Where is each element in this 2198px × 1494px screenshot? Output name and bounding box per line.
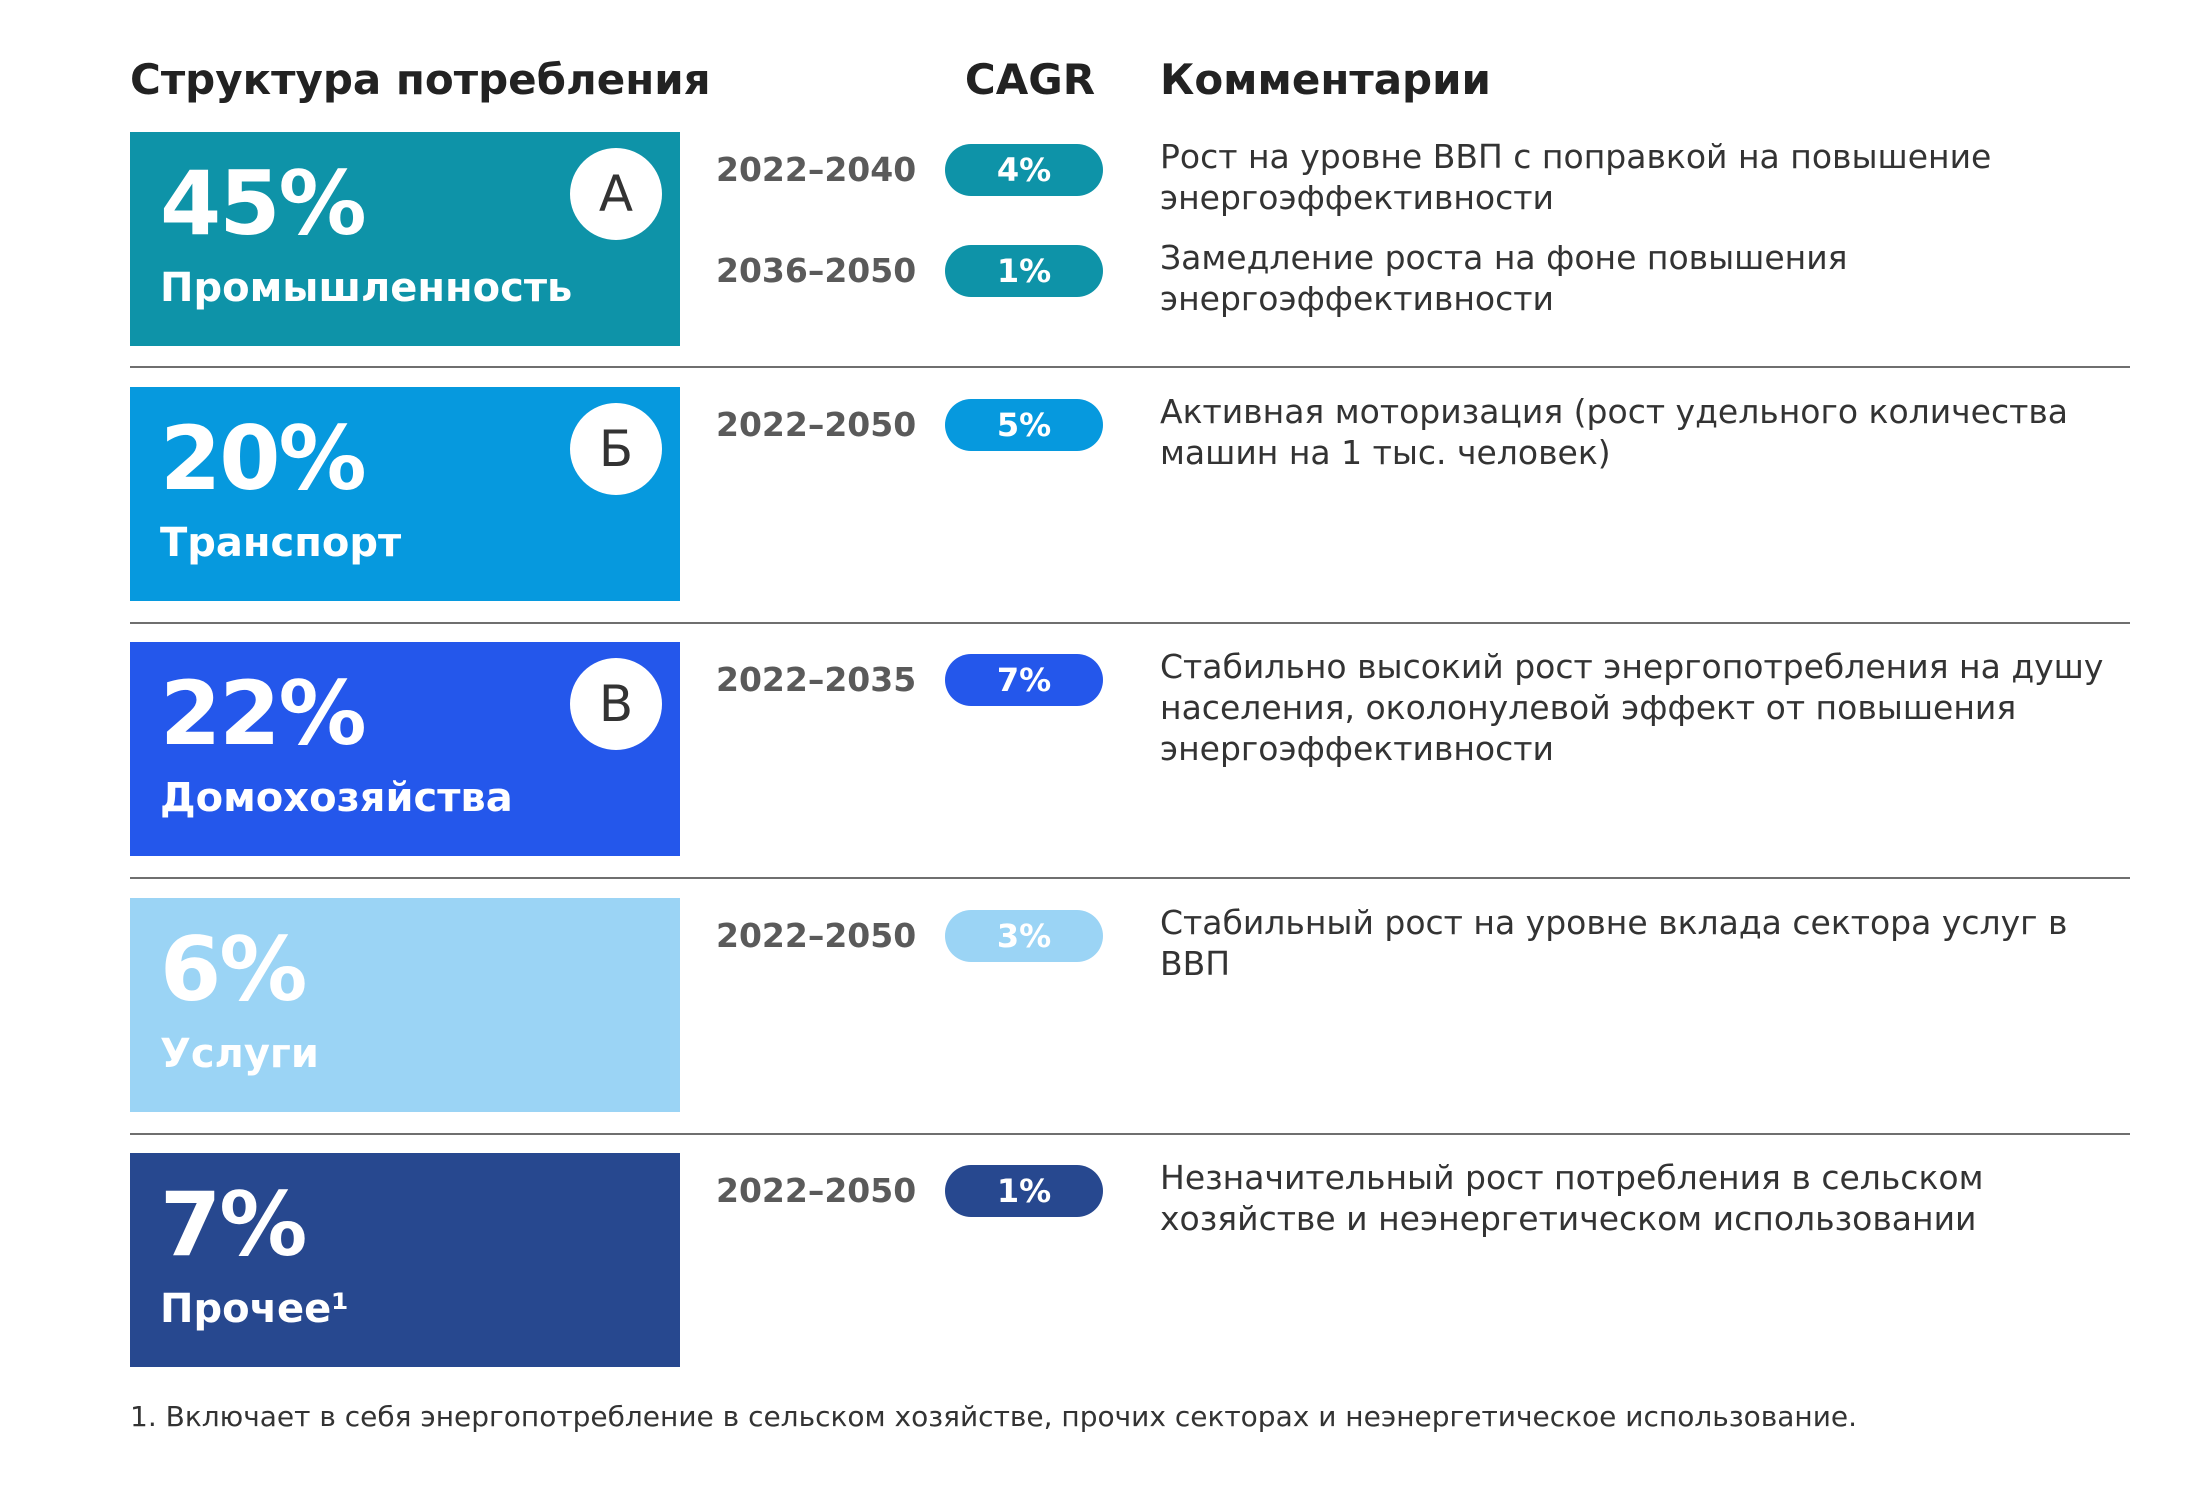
sector-letter-badge: В [570, 658, 662, 750]
sector-card [130, 387, 680, 601]
sector-name: Домохозяйства [160, 775, 513, 821]
sector-percent: 20% [160, 407, 365, 510]
comment-text: Рост на уровне ВВП с поправкой на повышение энергоэффективности [1160, 137, 1992, 217]
period-label: 2022–2050 [716, 1171, 917, 1210]
period-label: 2022–2035 [716, 660, 917, 699]
row-divider [130, 877, 2130, 879]
sector-percent: 45% [160, 152, 365, 255]
sector-card [130, 132, 680, 346]
sector-letter-badge: Б [570, 403, 662, 495]
row-divider [130, 622, 2130, 624]
sector-name: Промышленность [160, 265, 573, 311]
sector-percent: 22% [160, 662, 365, 765]
cagr-badge: 3% [945, 910, 1103, 962]
sector-name: Прочее¹ [160, 1286, 349, 1332]
footnote: 1. Включает в себя энергопотребление в сельском хозяйстве, прочих секторах и неэнергетическое использование. [130, 1400, 1858, 1433]
comment-text: Замедление роста на фоне повышения энергоэффективности [1160, 238, 1848, 318]
period-label: 2022–2050 [716, 405, 917, 444]
period-label: 2022–2040 [716, 150, 917, 189]
period-label: 2036–2050 [716, 251, 917, 290]
cagr-badge: 1% [945, 1165, 1103, 1217]
comment-text: Незначительный рост потребления в сельском хозяйстве и неэнергетическом использовании [1160, 1158, 1984, 1238]
period-label: 2022–2050 [716, 916, 917, 955]
sector-name: Услуги [160, 1031, 319, 1077]
header-cagr: CAGR [964, 55, 1096, 104]
sector-card [130, 898, 680, 1112]
sector-percent: 7% [160, 1173, 306, 1276]
cagr-badge: 7% [945, 654, 1103, 706]
cagr-badge: 1% [945, 245, 1103, 297]
cagr-badge: 5% [945, 399, 1103, 451]
sector-percent: 6% [160, 918, 306, 1021]
sector-letter-badge: А [570, 148, 662, 240]
comment-text: Стабильно высокий рост энергопотребления на душу населения, околонулевой эффект от повышения энергоэффективности [1160, 647, 2104, 768]
header-comments: Комментарии [1160, 55, 1491, 104]
header-structure: Структура потребления [130, 55, 711, 104]
sector-card [130, 642, 680, 856]
sector-card [130, 1153, 680, 1367]
row-divider [130, 1133, 2130, 1135]
comment-text: Активная моторизация (рост удельного количества машин на 1 тыс. человек) [1160, 392, 2069, 472]
sector-name: Транспорт [160, 520, 402, 566]
row-divider [130, 366, 2130, 368]
comment-text: Стабильный рост на уровне вклада сектора услуг в ВВП [1160, 903, 2068, 983]
cagr-badge: 4% [945, 144, 1103, 196]
